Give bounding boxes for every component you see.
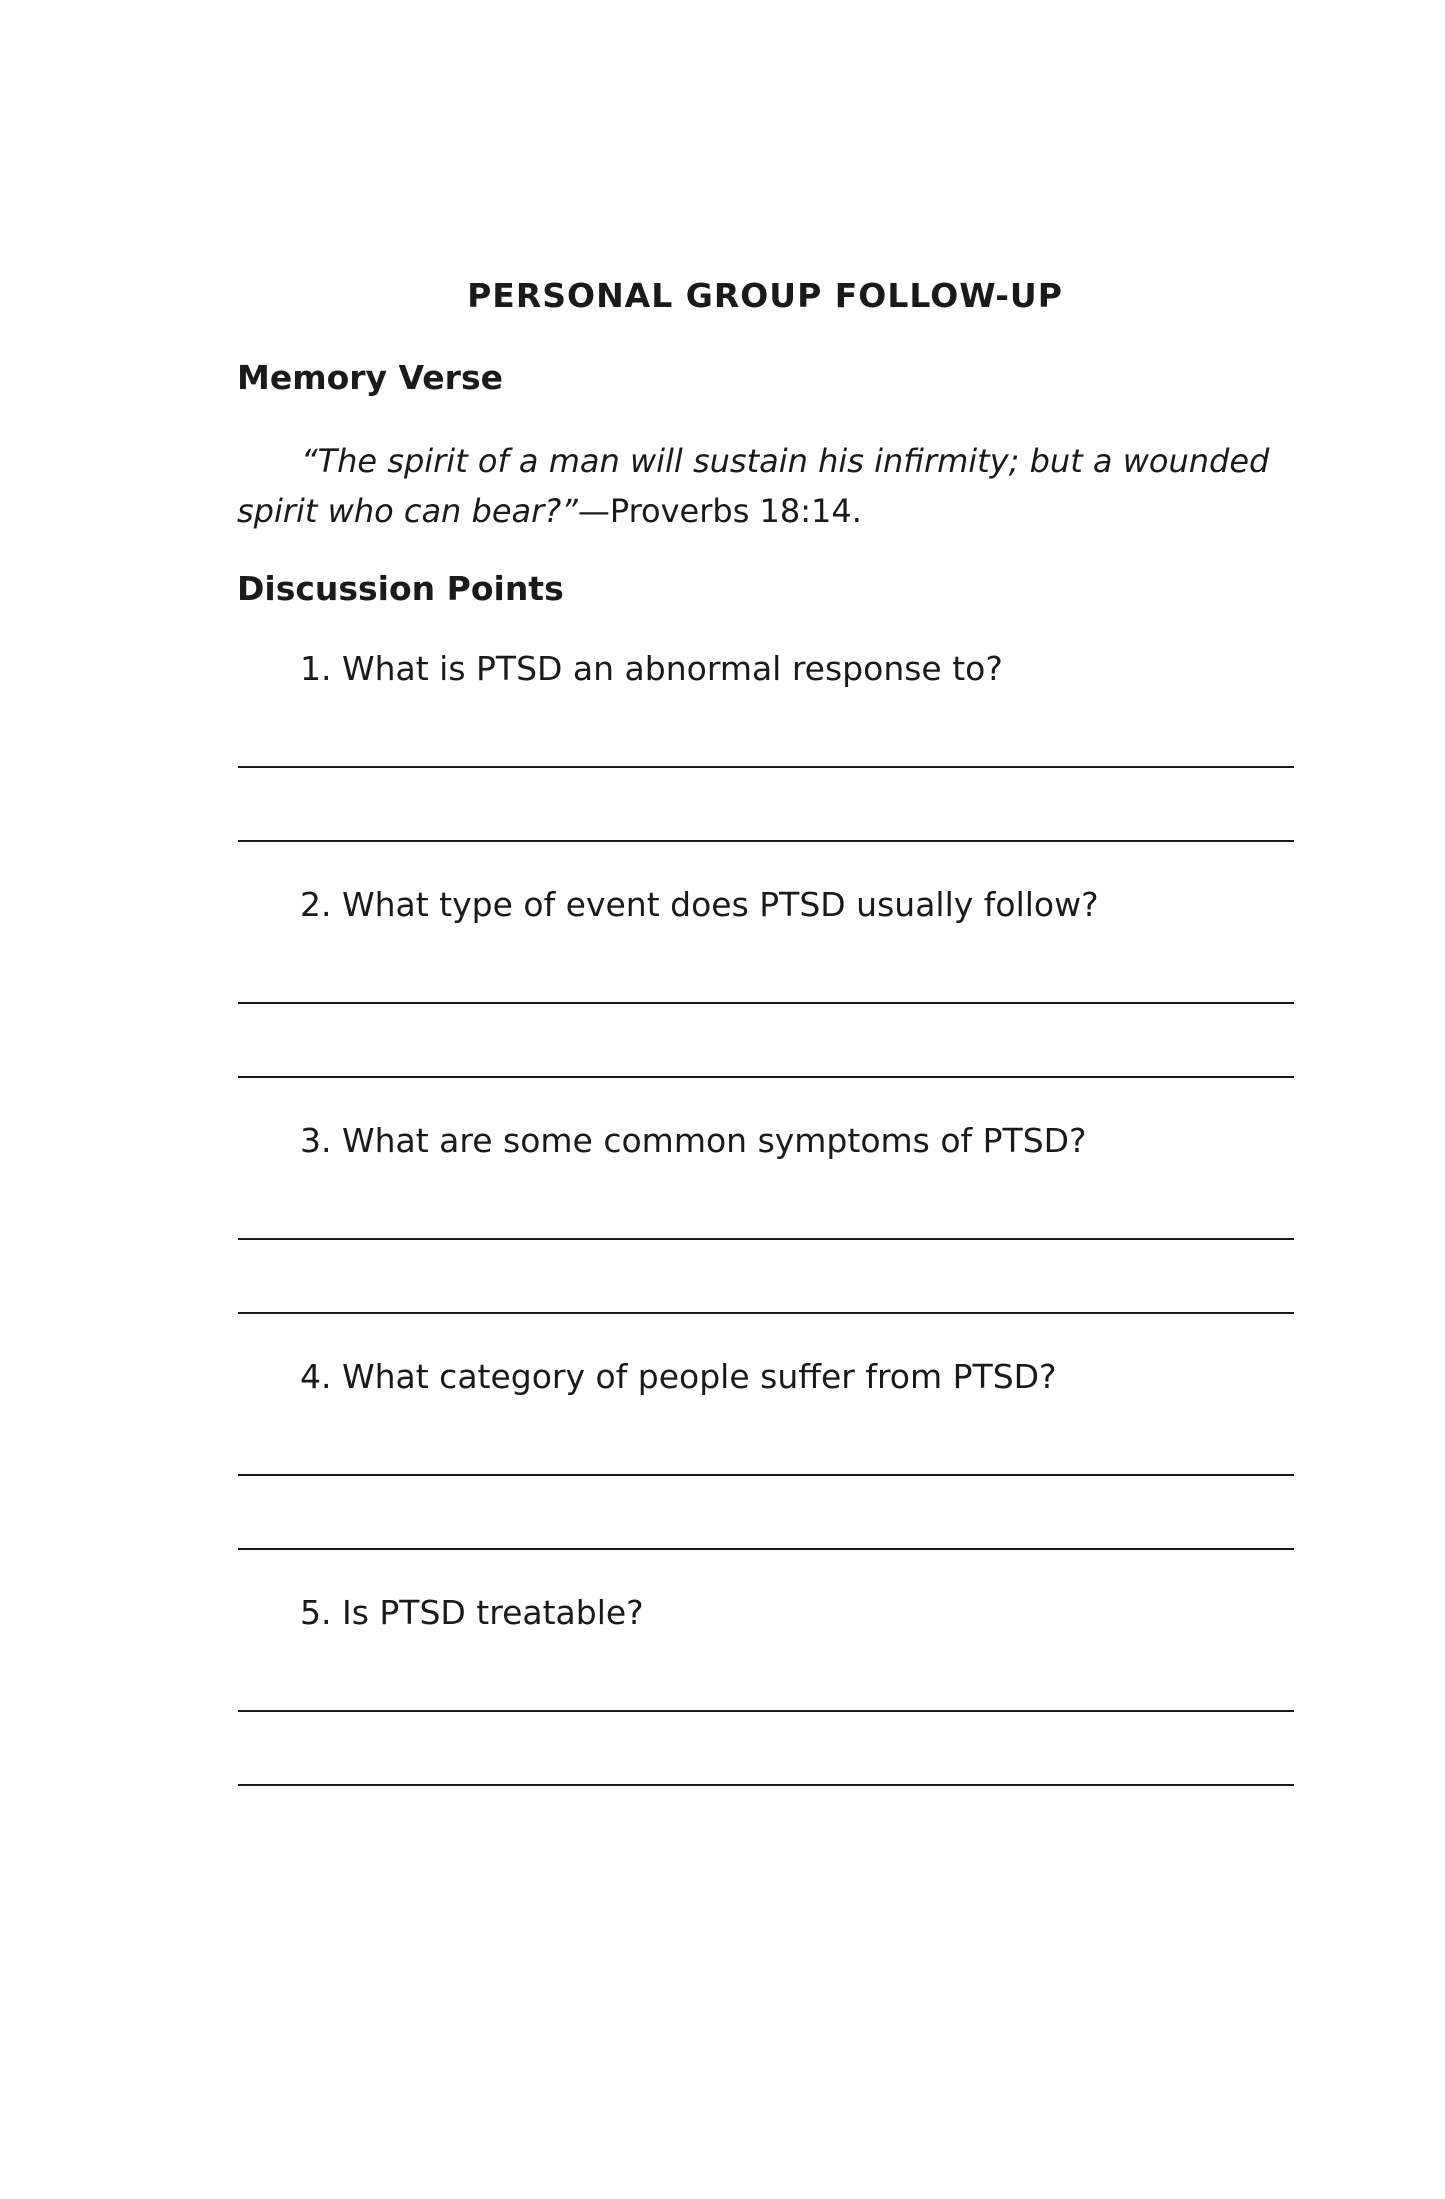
answer-line-1b[interactable]: [238, 840, 1294, 842]
question-5: 5. Is PTSD treatable?: [300, 1593, 644, 1632]
question-4: 4. What category of people suffer from PTSD?: [300, 1357, 1057, 1396]
verse-reference: —Proverbs 18:14.: [577, 492, 862, 530]
page-title: PERSONAL GROUP FOLLOW-UP: [467, 276, 1063, 315]
answer-line-5b[interactable]: [238, 1784, 1294, 1786]
answer-line-5a[interactable]: [238, 1710, 1294, 1712]
answer-line-3b[interactable]: [238, 1312, 1294, 1314]
discussion-points-heading: Discussion Points: [237, 569, 564, 608]
question-3: 3. What are some common symptoms of PTSD?: [300, 1121, 1087, 1160]
answer-line-4b[interactable]: [238, 1548, 1294, 1550]
answer-line-2b[interactable]: [238, 1076, 1294, 1078]
answer-line-2a[interactable]: [238, 1002, 1294, 1004]
answer-line-1a[interactable]: [238, 766, 1294, 768]
answer-line-4a[interactable]: [238, 1474, 1294, 1476]
memory-verse-heading: Memory Verse: [237, 358, 503, 397]
answer-line-3a[interactable]: [238, 1238, 1294, 1240]
question-2: 2. What type of event does PTSD usually follow?: [300, 885, 1099, 924]
verse-quote: “The spirit of a man will sustain his infirmity; but a wounded spirit who can bear?”: [237, 442, 1270, 530]
question-1: 1. What is PTSD an abnormal response to?: [300, 649, 1003, 688]
memory-verse-text: [237, 436, 1297, 536]
